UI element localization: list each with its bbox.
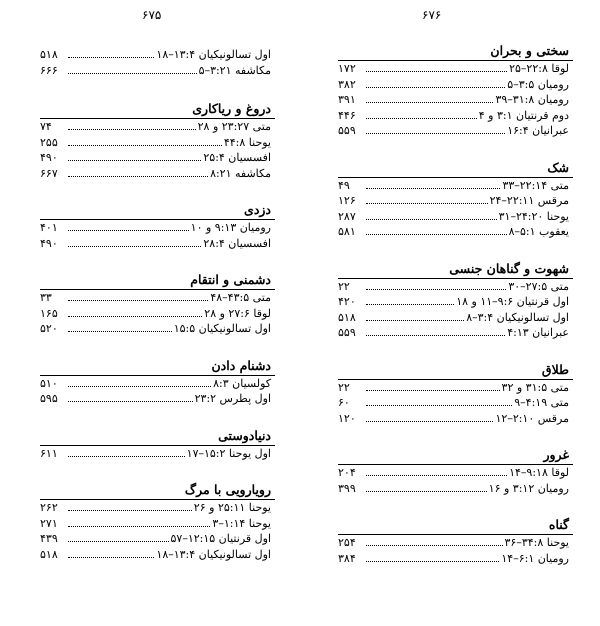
index-entry: متی ۲۷:۵–۳۰ ۲۲ (338, 279, 569, 293)
index-entry: اول قرنتیان ۱۲:۱۵–۵۷ ۴۳۹ (40, 532, 271, 545)
index-entry: رومیان ۳:۱۲ و ۱۶ ۳۹۹ (338, 481, 569, 495)
section (40, 47, 275, 78)
index-entry: اول تسالونیکیان ۱۳:۴–۱۸ ۵۱۸ (40, 48, 271, 61)
index-entry: یوحنا ۲۴:۲۰–۳۱ ۲۸۷ (338, 209, 569, 223)
section-heading: دنیادوستی (218, 427, 271, 443)
section (40, 271, 275, 337)
section-heading: دشنام دادن (211, 357, 271, 373)
index-entry: متی ۲۳:۲۷ و ۲۸ ۷۴ (40, 120, 271, 133)
section (40, 201, 275, 251)
page-number-right: ۶۷۶ (422, 8, 442, 22)
section (338, 42, 573, 139)
index-entry: مکاشفه ۳:۲۱–۵ ۶۶۶ (40, 63, 271, 77)
right-column (338, 42, 573, 586)
index-entry: رومیان ۳:۵–۵ ۳۸۲ (338, 77, 569, 91)
section (40, 357, 275, 407)
section (338, 260, 573, 341)
index-entry: اول قرنتیان ۹:۶–۱۱ و ۱۸ ۴۲۰ (338, 295, 569, 308)
index-entry: افسسیان ۲۸:۴ ۴۹۰ (40, 236, 271, 250)
index-entry: رومیان ۹:۱۳ و ۱۰ ۴۰۱ (40, 221, 271, 234)
section-heading: دزدی (244, 202, 271, 217)
index-entry: متی ۴:۱۹–۹ ۶۰ (338, 396, 569, 409)
section-heading: دشمنی و انتقام (190, 272, 271, 287)
section (40, 427, 275, 462)
section-heading: طلاق (541, 361, 569, 377)
section (338, 446, 573, 496)
index-entry: اول تسالونیکیان ۳:۴–۸ ۵۱۸ (338, 310, 569, 324)
index-entry: افسسیان ۲۵:۴ ۴۹۰ (40, 151, 271, 164)
page-number-left: ۶۷۵ (142, 8, 162, 22)
section (40, 100, 275, 181)
section (338, 361, 573, 427)
index-entry: کولسیان ۸:۳ ۵۱۰ (40, 376, 271, 390)
index-entry: رومیان ۳۱:۸–۳۹ ۳۹۱ (338, 93, 569, 106)
section-heading: غرور (543, 447, 569, 462)
index-entry: متی ۴۳:۵–۴۸ ۳۳ (40, 291, 271, 304)
section (338, 516, 573, 566)
index-entry: یوحنا ۳۴:۸–۳۶ ۲۵۴ (338, 536, 569, 549)
section-heading: شهوت و گناهان جنسی (449, 260, 569, 276)
index-entry: رومیان ۶:۱–۱۴ ۳۸۴ (338, 551, 569, 565)
section-heading: سختی و بحران (490, 43, 569, 58)
index-entry: یوحنا ۲۵:۱۱ و ۲۶ ۲۶۲ (40, 501, 271, 514)
index-entry: لوقا ۲۷:۶ و ۲۸ ۱۶۵ (40, 306, 271, 320)
index-entry: متی ۳۱:۵ و ۳۲ ۲۲ (338, 380, 569, 394)
index-entry: اول یوحنا ۱۵:۲–۱۷ ۶۱۱ (40, 446, 271, 460)
left-column (40, 47, 275, 582)
section (40, 481, 275, 562)
index-entry: اول پطرس ۲۳:۲ ۵۹۵ (40, 392, 271, 405)
index-entry: لوقا ۹:۱۸–۱۴ ۲۰۴ (338, 466, 569, 479)
section-heading: دروغ و ریاکاری (192, 101, 271, 116)
index-entry: مرقس ۲:۱۰–۱۲ ۱۲۰ (338, 411, 569, 425)
index-entry: اول تسالونیکیان ۱۵:۵ ۵۲۰ (40, 322, 271, 335)
section (338, 159, 573, 240)
index-entry: مرقس ۲۲:۱۱–۲۴ ۱۲۶ (338, 194, 569, 207)
index-entry: لوقا ۲۲:۸–۲۵ ۱۷۲ (338, 62, 569, 75)
section-heading: شک (547, 159, 569, 175)
index-entry: عبرانیان ۴:۱۳ ۵۵۹ (338, 326, 569, 339)
index-entry: یعقوب ۵:۱–۸ ۵۸۱ (338, 225, 569, 238)
section-heading: رویارویی با مرگ (184, 482, 271, 497)
index-entry: مکاشفه ۸:۲۱ ۶۶۷ (40, 166, 271, 180)
section-heading: گناه (548, 517, 569, 532)
index-entry: یوحنا ۱:۱۴–۳ ۲۷۱ (40, 516, 271, 530)
index-entry: عبرانیان ۱۶:۴ ۵۵۹ (338, 124, 569, 137)
index-entry: یوحنا ۴۴:۸ ۲۵۵ (40, 135, 271, 149)
index-entry: دوم قرنتیان ۳:۱ و ۴ ۴۴۶ (338, 108, 569, 122)
index-entry: اول تسالونیکیان ۱۳:۴–۱۸ ۵۱۸ (40, 547, 271, 561)
index-entry: متی ۲۲:۱۴–۳۳ ۴۹ (338, 178, 569, 192)
